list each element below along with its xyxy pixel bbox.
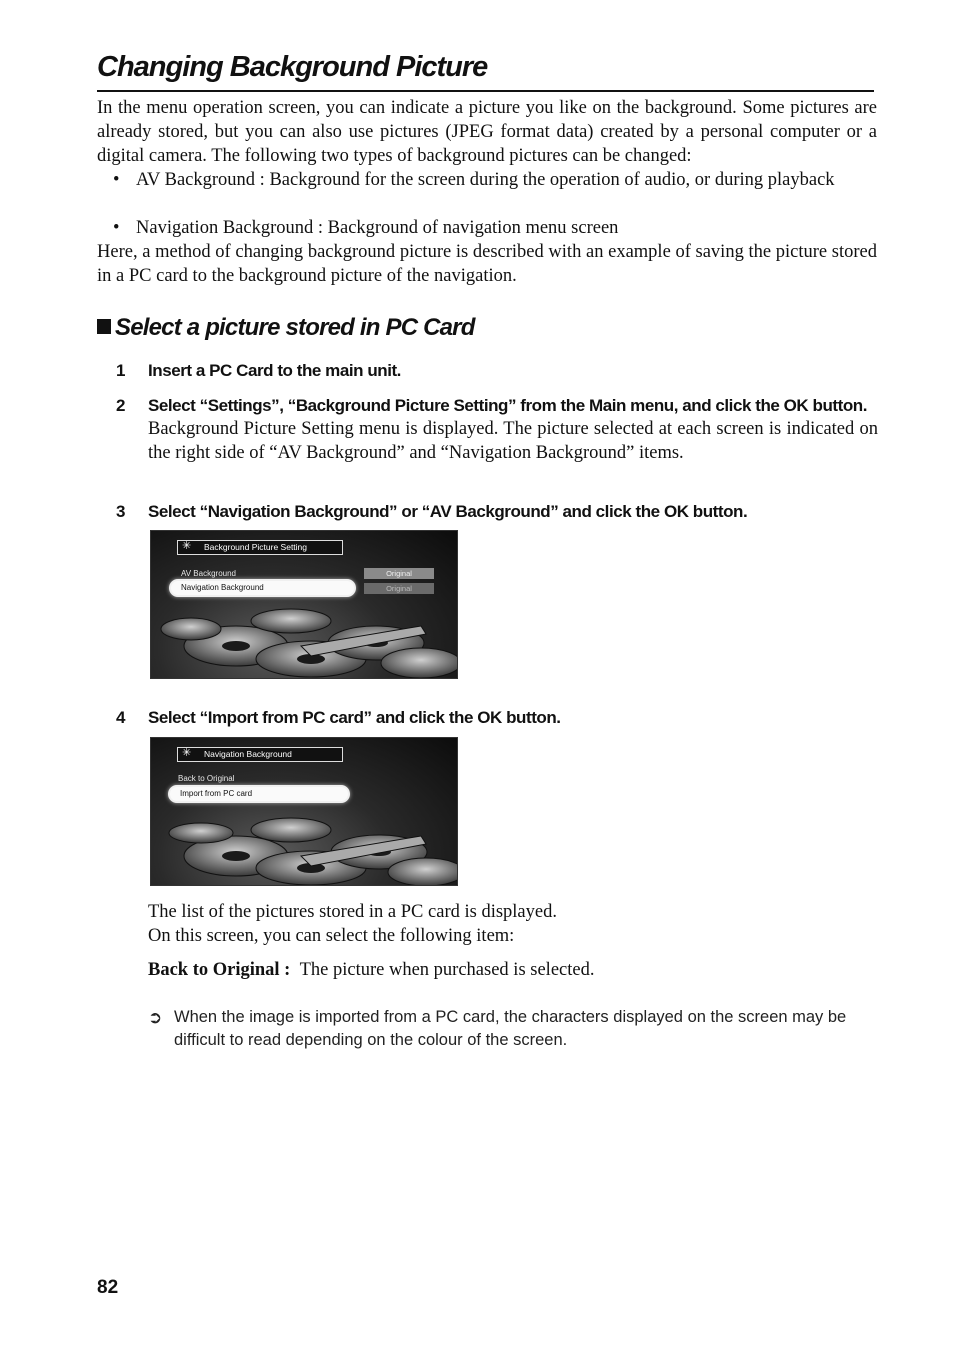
step-number: 3 <box>116 502 126 521</box>
intro-closing: Here, a method of changing background picture is described with an example of saving the picture stored in a PC card to the background picture of the navigation. <box>97 242 877 286</box>
list-description: The list of the pictures stored in a PC card is displayed. <box>148 902 557 922</box>
menu-title-bar <box>177 747 343 762</box>
step-3 <box>116 500 878 523</box>
step-1 <box>116 359 878 382</box>
bullet-text: AV Background : Background for the screen during the operation of audio, or during playback <box>136 170 835 190</box>
bullet-dot: • <box>113 218 120 238</box>
note <box>148 1006 878 1052</box>
step-heading: Select “Import from PC card” and click the OK button. <box>148 708 561 727</box>
definition-back-to-original <box>148 959 878 983</box>
step-4 <box>116 706 878 729</box>
menu-item-label: Navigation Background <box>181 583 264 592</box>
menu-title: Background Picture Setting <box>204 542 308 552</box>
bullet-text: Navigation Background : Background of navigation menu screen <box>136 218 619 238</box>
screenshot-navigation-background <box>150 737 458 886</box>
note-arrow-icon: ➲ <box>148 1008 163 1027</box>
section-heading-text: Select a picture stored in PC Card <box>115 314 475 341</box>
section-heading <box>97 313 475 343</box>
menu-item-av-background[interactable]: AV Background <box>181 569 236 578</box>
note-text: When the image is imported from a PC card, the characters displayed on the screen may be difficult to read depending on the colour of the screen. <box>174 1008 847 1049</box>
definition-text: The picture when purchased is selected. <box>299 960 595 980</box>
page-title: Changing Background Picture <box>97 48 874 92</box>
step-number: 1 <box>116 361 126 380</box>
navigation-background-value: Original <box>364 583 434 594</box>
bullet-av-background <box>113 169 877 193</box>
bullet-navigation-background <box>113 217 877 241</box>
av-background-value: Original <box>364 568 434 579</box>
menu-item-back-to-original[interactable]: Back to Original <box>178 774 235 783</box>
step-number: 2 <box>116 396 126 415</box>
menu-title: Navigation Background <box>204 749 292 759</box>
step-body: Background Picture Setting menu is displayed. The picture selected at each screen is indicated on the right side of “AV Background” and “Navigation Background” items. <box>148 419 878 463</box>
step-2 <box>116 394 878 466</box>
menu-item-import-from-pc-card[interactable] <box>168 785 350 803</box>
square-bullet-icon <box>97 319 111 334</box>
menu-item-navigation-background[interactable] <box>169 579 356 597</box>
sparkle-icon: ✳ <box>182 540 192 552</box>
step-heading: Select “Navigation Background” or “AV Background” and click the OK button. <box>148 502 748 521</box>
step-number: 4 <box>116 708 126 727</box>
screenshot-background-picture-setting <box>150 530 458 679</box>
bullet-dot: • <box>113 170 120 190</box>
selectable-item-intro: On this screen, you can select the following item: <box>148 926 515 946</box>
menu-item-label: Import from PC card <box>180 789 253 798</box>
step-heading: Insert a PC Card to the main unit. <box>148 361 401 380</box>
definition-term: Back to Original : <box>148 960 291 980</box>
page-number: 82 <box>97 1277 119 1298</box>
menu-title-bar <box>177 540 343 555</box>
sparkle-icon: ✳ <box>182 747 192 759</box>
intro-paragraph: In the menu operation screen, you can indicate a picture you like on the background. Some pictures are already stored, but you can also use pictures (JPEG format data) created by a personal computer or a digital camera. The following two types of background pictures can be changed: <box>97 98 877 166</box>
step-heading: Select “Settings”, “Background Picture Setting” from the Main menu, and click the OK button. <box>148 396 867 415</box>
